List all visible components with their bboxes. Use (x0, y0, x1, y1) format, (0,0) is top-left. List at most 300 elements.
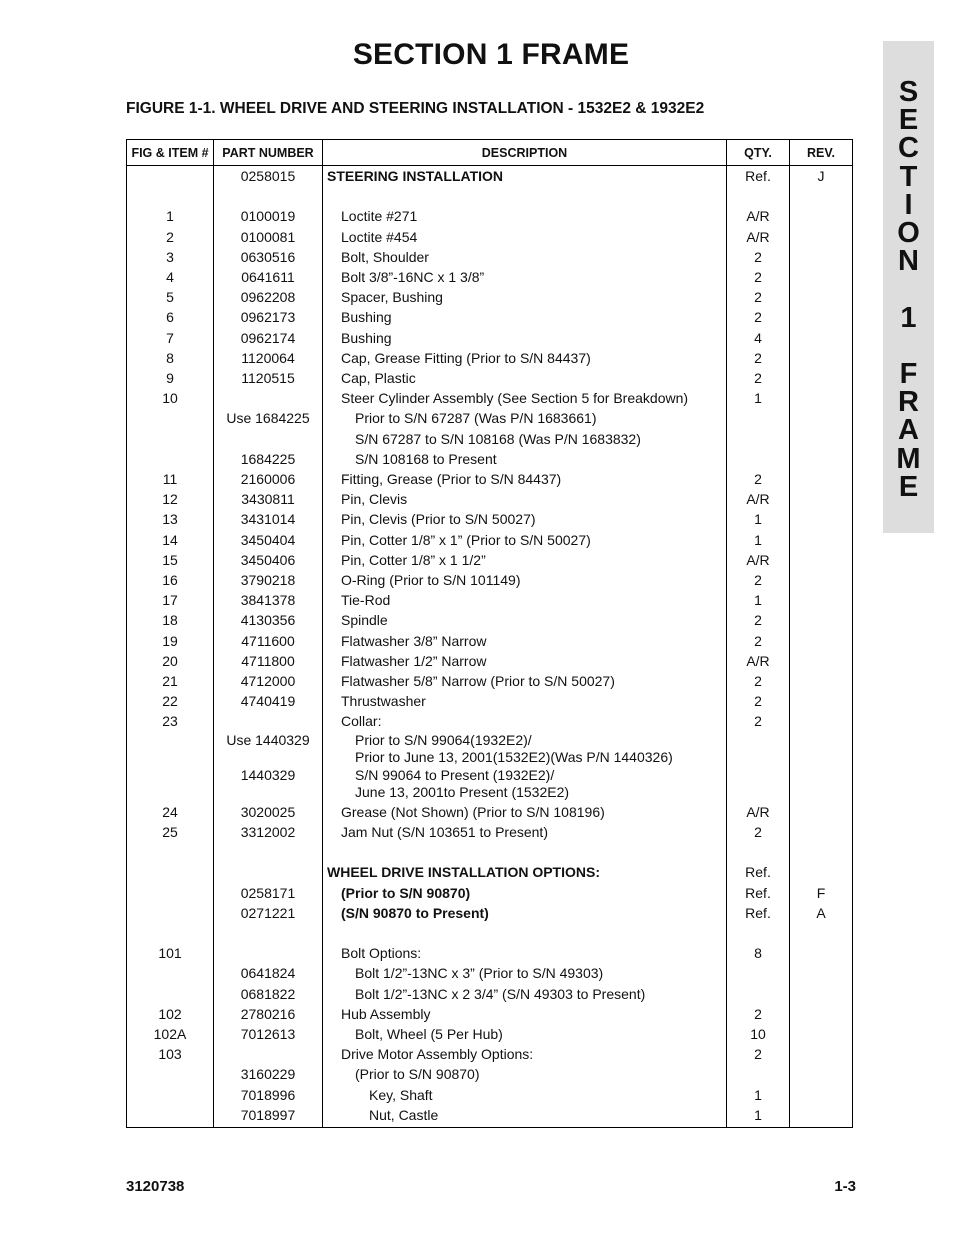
cell-part-number: 4711600 (214, 631, 323, 651)
table-row (127, 328, 853, 348)
cell-fig-item (127, 732, 214, 767)
cell-description (323, 206, 727, 226)
side-tab-letter: E (898, 470, 919, 503)
cell-description (323, 489, 727, 509)
cell-qty: 2 (727, 671, 790, 691)
table-row (127, 307, 853, 327)
cell-qty (727, 984, 790, 1004)
table-row (127, 767, 853, 802)
description-text: Bolt 3/8”-16NC x 1 3/8” (341, 269, 485, 286)
cell-rev (790, 227, 853, 247)
cell-description (323, 1105, 727, 1128)
cell-qty: 2 (727, 469, 790, 489)
description-text: Flatwasher 3/8” Narrow (341, 632, 487, 649)
cell-part-number: 0258171 (214, 883, 323, 903)
description-text: O-Ring (Prior to S/N 101149) (341, 572, 521, 589)
cell-fig-item: 13 (127, 509, 214, 529)
table-row (127, 711, 853, 731)
description-text: Spacer, Bushing (341, 289, 443, 306)
cell-part-number: 0271221 (214, 903, 323, 923)
cell-fig-item (127, 767, 214, 802)
table-row (127, 509, 853, 529)
cell-qty: A/R (727, 206, 790, 226)
cell-part-number: 0962174 (214, 328, 323, 348)
cell-fig-item (127, 1085, 214, 1105)
cell-description (323, 963, 727, 983)
cell-rev (790, 711, 853, 731)
cell-description (323, 610, 727, 630)
cell-rev (790, 287, 853, 307)
description-text: Bushing (341, 309, 392, 326)
description-text: (S/N 90870 to Present) (341, 904, 489, 921)
cell-part-number: 0630516 (214, 247, 323, 267)
cell-description (323, 822, 727, 842)
cell-description (323, 186, 727, 206)
cell-qty: 1 (727, 530, 790, 550)
side-tab-letter: S (898, 76, 919, 108)
description-text: Bolt 1/2”-13NC x 2 3/4” (S/N 49303 to Present) (355, 985, 646, 1002)
cell-description (323, 509, 727, 529)
side-tab-letter: C (898, 132, 919, 165)
description-text: Jam Nut (S/N 103651 to Present) (341, 823, 548, 840)
cell-qty: 1 (727, 590, 790, 610)
cell-rev (790, 943, 853, 963)
cell-qty: 8 (727, 943, 790, 963)
side-tab-letter: R (898, 386, 919, 419)
cell-part-number: 1684225 (214, 449, 323, 469)
description-text: (Prior to S/N 90870) (341, 884, 471, 901)
cell-description (323, 1064, 727, 1084)
table-row (127, 903, 853, 923)
cell-rev (790, 186, 853, 206)
cell-fig-item (127, 923, 214, 943)
cell-rev (790, 651, 853, 671)
cell-rev (790, 530, 853, 550)
description-text: Cap, Grease Fitting (Prior to S/N 84437) (341, 349, 591, 366)
table-row (127, 166, 853, 187)
cell-part-number: 0100081 (214, 227, 323, 247)
side-tab-letter: T (899, 160, 918, 193)
cell-part-number: 7012613 (214, 1024, 323, 1044)
cell-fig-item (127, 903, 214, 923)
table-row (127, 469, 853, 489)
cell-rev (790, 509, 853, 529)
cell-fig-item: 25 (127, 822, 214, 842)
cell-qty: 2 (727, 711, 790, 731)
side-tab-letter: A (898, 414, 919, 447)
cell-fig-item: 12 (127, 489, 214, 509)
cell-part-number: 3430811 (214, 489, 323, 509)
cell-qty: 2 (727, 691, 790, 711)
table-row (127, 1004, 853, 1024)
cell-rev (790, 206, 853, 226)
cell-qty: 1 (727, 1105, 790, 1128)
cell-part-number (214, 923, 323, 943)
cell-part-number (214, 429, 323, 449)
cell-part-number: 7018997 (214, 1105, 323, 1128)
cell-qty: 2 (727, 267, 790, 287)
cell-description (323, 631, 727, 651)
header-part-number: PART NUMBER (214, 140, 323, 166)
side-tab-letter: F (899, 358, 918, 390)
cell-part-number (214, 186, 323, 206)
table-row (127, 671, 853, 691)
cell-description (323, 1024, 727, 1044)
cell-part-number: 1120515 (214, 368, 323, 388)
table-row (127, 1105, 853, 1128)
cell-description (323, 651, 727, 671)
cell-fig-item: 16 (127, 570, 214, 590)
cell-fig-item: 5 (127, 287, 214, 307)
cell-rev: F (790, 883, 853, 903)
cell-rev (790, 408, 853, 428)
cell-fig-item: 1 (127, 206, 214, 226)
cell-rev (790, 368, 853, 388)
cell-qty: 1 (727, 388, 790, 408)
cell-description (323, 469, 727, 489)
side-tab-letter: 1 (900, 301, 917, 334)
table-row (127, 570, 853, 590)
description-text: S/N 67287 to S/N 108168 (Was P/N 1683832) (355, 430, 641, 447)
cell-description (323, 247, 727, 267)
cell-qty: A/R (727, 489, 790, 509)
description-text: Prior to S/N 67287 (Was P/N 1683661) (355, 410, 597, 427)
cell-rev (790, 732, 853, 767)
document-number: 3120738 (126, 1178, 185, 1195)
cell-fig-item (127, 1105, 214, 1128)
cell-part-number: 3160229 (214, 1064, 323, 1084)
cell-rev (790, 247, 853, 267)
side-tab-letter: E (898, 104, 919, 137)
table-row (127, 691, 853, 711)
description-text: Tie-Rod (341, 592, 391, 609)
table-row (127, 368, 853, 388)
table-row (127, 862, 853, 882)
cell-description (323, 368, 727, 388)
cell-fig-item (127, 408, 214, 428)
description-text: Pin, Clevis (Prior to S/N 50027) (341, 511, 536, 528)
cell-rev: J (790, 166, 853, 187)
cell-fig-item (127, 842, 214, 862)
side-tab-letter: O (897, 217, 920, 249)
cell-description (323, 842, 727, 862)
table-row (127, 227, 853, 247)
cell-part-number (214, 943, 323, 963)
cell-fig-item: 15 (127, 550, 214, 570)
cell-fig-item (127, 963, 214, 983)
cell-qty (727, 963, 790, 983)
cell-rev (790, 923, 853, 943)
cell-part-number: 0258015 (214, 166, 323, 187)
description-text: Flatwasher 1/2” Narrow (341, 652, 487, 669)
cell-fig-item (127, 449, 214, 469)
cell-rev (790, 328, 853, 348)
description-text: Spindle (341, 612, 388, 629)
table-row (127, 822, 853, 842)
table-row (127, 963, 853, 983)
description-text: (Prior to S/N 90870) (355, 1066, 480, 1083)
cell-part-number (214, 842, 323, 862)
cell-part-number: 0962173 (214, 307, 323, 327)
table-row (127, 530, 853, 550)
description-text: Loctite #454 (341, 228, 418, 245)
cell-qty: 2 (727, 368, 790, 388)
description-text: S/N 108168 to Present (355, 450, 497, 467)
cell-part-number: 7018996 (214, 1085, 323, 1105)
cell-fig-item: 10 (127, 388, 214, 408)
cell-part-number: 0641611 (214, 267, 323, 287)
table-row (127, 388, 853, 408)
cell-fig-item: 11 (127, 469, 214, 489)
cell-rev (790, 489, 853, 509)
cell-qty (727, 923, 790, 943)
cell-description (323, 711, 727, 731)
cell-rev (790, 671, 853, 691)
cell-rev (790, 267, 853, 287)
cell-qty: Ref. (727, 166, 790, 187)
description-text: Thrustwasher (341, 693, 426, 710)
cell-part-number: 2780216 (214, 1004, 323, 1024)
cell-qty: 2 (727, 247, 790, 267)
table-row (127, 287, 853, 307)
cell-qty: 2 (727, 307, 790, 327)
cell-qty: 2 (727, 570, 790, 590)
cell-description (323, 590, 727, 610)
cell-rev (790, 1064, 853, 1084)
cell-rev (790, 767, 853, 802)
cell-fig-item: 21 (127, 671, 214, 691)
cell-part-number: 4740419 (214, 691, 323, 711)
cell-part-number (214, 711, 323, 731)
cell-description (323, 348, 727, 368)
cell-fig-item (127, 1064, 214, 1084)
cell-part-number (214, 1044, 323, 1064)
cell-description (323, 449, 727, 469)
cell-qty (727, 767, 790, 802)
cell-description (323, 1044, 727, 1064)
cell-description (323, 307, 727, 327)
cell-rev (790, 862, 853, 882)
cell-fig-item: 2 (127, 227, 214, 247)
cell-part-number (214, 862, 323, 882)
cell-fig-item (127, 186, 214, 206)
side-tab-letter: I (904, 188, 913, 221)
cell-part-number: 0100019 (214, 206, 323, 226)
side-tab-letter: N (898, 245, 919, 278)
table-row (127, 943, 853, 963)
cell-description (323, 550, 727, 570)
description-text (327, 923, 726, 943)
cell-fig-item: 8 (127, 348, 214, 368)
cell-qty: Ref. (727, 903, 790, 923)
cell-rev (790, 1085, 853, 1105)
cell-description (323, 408, 727, 428)
cell-description (323, 287, 727, 307)
description-text: Flatwasher 5/8” Narrow (Prior to S/N 50027) (341, 673, 615, 690)
cell-qty: A/R (727, 227, 790, 247)
table-row (127, 206, 853, 226)
cell-part-number: 3450406 (214, 550, 323, 570)
description-text: Pin, Clevis (341, 491, 408, 508)
table-row (127, 1085, 853, 1105)
cell-rev (790, 842, 853, 862)
table-row (127, 984, 853, 1004)
table-row (127, 732, 853, 767)
cell-description (323, 883, 727, 903)
cell-rev (790, 570, 853, 590)
cell-rev (790, 388, 853, 408)
cell-qty (727, 408, 790, 428)
section-side-tab (883, 41, 934, 533)
header-description: DESCRIPTION (323, 140, 727, 166)
cell-fig-item: 6 (127, 307, 214, 327)
cell-description (323, 984, 727, 1004)
description-text: S/N 99064 to Present (1932E2)/ (355, 766, 555, 783)
cell-rev (790, 469, 853, 489)
cell-qty: 2 (727, 287, 790, 307)
cell-rev (790, 802, 853, 822)
table-row (127, 449, 853, 469)
cell-part-number: 4712000 (214, 671, 323, 691)
table-row (127, 1044, 853, 1064)
cell-qty (727, 732, 790, 767)
cell-part-number: 0641824 (214, 963, 323, 983)
cell-part-number: 2160006 (214, 469, 323, 489)
cell-description (323, 530, 727, 550)
description-text-continued: June 13, 2001to Present (1532E2) (355, 784, 570, 801)
cell-part-number: 3020025 (214, 802, 323, 822)
page-number: 1-3 (834, 1178, 856, 1195)
cell-fig-item (127, 883, 214, 903)
cell-fig-item: 23 (127, 711, 214, 731)
cell-description (323, 429, 727, 449)
parts-table (126, 139, 853, 1128)
description-text: Bolt 1/2”-13NC x 3” (Prior to S/N 49303) (355, 965, 604, 982)
cell-fig-item: 4 (127, 267, 214, 287)
cell-description (323, 671, 727, 691)
cell-description (323, 227, 727, 247)
cell-fig-item: 24 (127, 802, 214, 822)
side-tab-letter: M (896, 442, 921, 475)
description-text (327, 842, 726, 862)
cell-qty: A/R (727, 651, 790, 671)
cell-rev (790, 429, 853, 449)
cell-description (323, 943, 727, 963)
cell-description (323, 1085, 727, 1105)
cell-fig-item (127, 862, 214, 882)
table-row (127, 590, 853, 610)
cell-description (323, 732, 727, 767)
description-text: Collar: (341, 713, 382, 730)
header-qty: QTY. (727, 140, 790, 166)
description-text: Prior to S/N 99064(1932E2)/ (355, 731, 532, 748)
cell-qty (727, 1064, 790, 1084)
cell-qty: 2 (727, 1044, 790, 1064)
description-text: Steer Cylinder Assembly (See Section 5 for Breakdown) (341, 390, 689, 407)
cell-fig-item: 102 (127, 1004, 214, 1024)
cell-fig-item: 18 (127, 610, 214, 630)
cell-part-number: 3790218 (214, 570, 323, 590)
cell-qty (727, 429, 790, 449)
cell-fig-item: 9 (127, 368, 214, 388)
cell-part-number: Use 1440329 (214, 732, 323, 767)
table-row (127, 247, 853, 267)
table-row (127, 267, 853, 287)
cell-description (323, 923, 727, 943)
table-row (127, 610, 853, 630)
cell-part-number: 3312002 (214, 822, 323, 842)
cell-qty: 4 (727, 328, 790, 348)
cell-qty: Ref. (727, 883, 790, 903)
cell-fig-item: 14 (127, 530, 214, 550)
cell-fig-item: 17 (127, 590, 214, 610)
description-text: Key, Shaft (369, 1086, 433, 1103)
description-text: Bolt Options: (341, 945, 422, 962)
table-row (127, 883, 853, 903)
table-row (127, 408, 853, 428)
cell-description (323, 166, 727, 187)
cell-part-number (214, 388, 323, 408)
cell-fig-item: 22 (127, 691, 214, 711)
description-text: Pin, Cotter 1/8” x 1 1/2” (341, 551, 486, 568)
description-text: Hub Assembly (341, 1005, 431, 1022)
description-text: Loctite #271 (341, 208, 418, 225)
cell-description (323, 862, 727, 882)
header-fig-item: FIG & ITEM # (127, 140, 214, 166)
cell-fig-item: 19 (127, 631, 214, 651)
cell-qty: 2 (727, 610, 790, 630)
cell-part-number: 3841378 (214, 590, 323, 610)
cell-fig-item (127, 429, 214, 449)
cell-fig-item: 3 (127, 247, 214, 267)
cell-part-number: 0962208 (214, 287, 323, 307)
cell-qty: A/R (727, 550, 790, 570)
table-row (127, 1024, 853, 1044)
cell-part-number: 1120064 (214, 348, 323, 368)
cell-qty (727, 842, 790, 862)
cell-qty (727, 449, 790, 469)
cell-description (323, 1004, 727, 1024)
description-text: STEERING INSTALLATION (327, 168, 504, 184)
table-row (127, 842, 853, 862)
cell-qty: 1 (727, 509, 790, 529)
cell-qty: A/R (727, 802, 790, 822)
cell-fig-item: 101 (127, 943, 214, 963)
cell-part-number: 1440329 (214, 767, 323, 802)
section-title: SECTION 1 FRAME (352, 38, 630, 71)
cell-rev (790, 691, 853, 711)
description-text: Cap, Plastic (341, 370, 416, 387)
cell-description (323, 903, 727, 923)
cell-description (323, 767, 727, 802)
cell-qty: 1 (727, 1085, 790, 1105)
description-text-continued: Prior to June 13, 2001(1532E2)(Was P/N 1440326) (355, 749, 673, 766)
cell-part-number: Use 1684225 (214, 408, 323, 428)
cell-description (323, 388, 727, 408)
cell-rev (790, 550, 853, 570)
cell-fig-item: 103 (127, 1044, 214, 1064)
table-header-row (127, 140, 853, 166)
cell-rev (790, 348, 853, 368)
cell-rev (790, 1105, 853, 1128)
cell-rev (790, 963, 853, 983)
header-rev: REV. (790, 140, 853, 166)
description-text: WHEEL DRIVE INSTALLATION OPTIONS: (327, 864, 600, 881)
description-text: Pin, Cotter 1/8” x 1” (Prior to S/N 50027) (341, 531, 591, 548)
table-row (127, 651, 853, 671)
table-row (127, 186, 853, 206)
table-row (127, 489, 853, 509)
